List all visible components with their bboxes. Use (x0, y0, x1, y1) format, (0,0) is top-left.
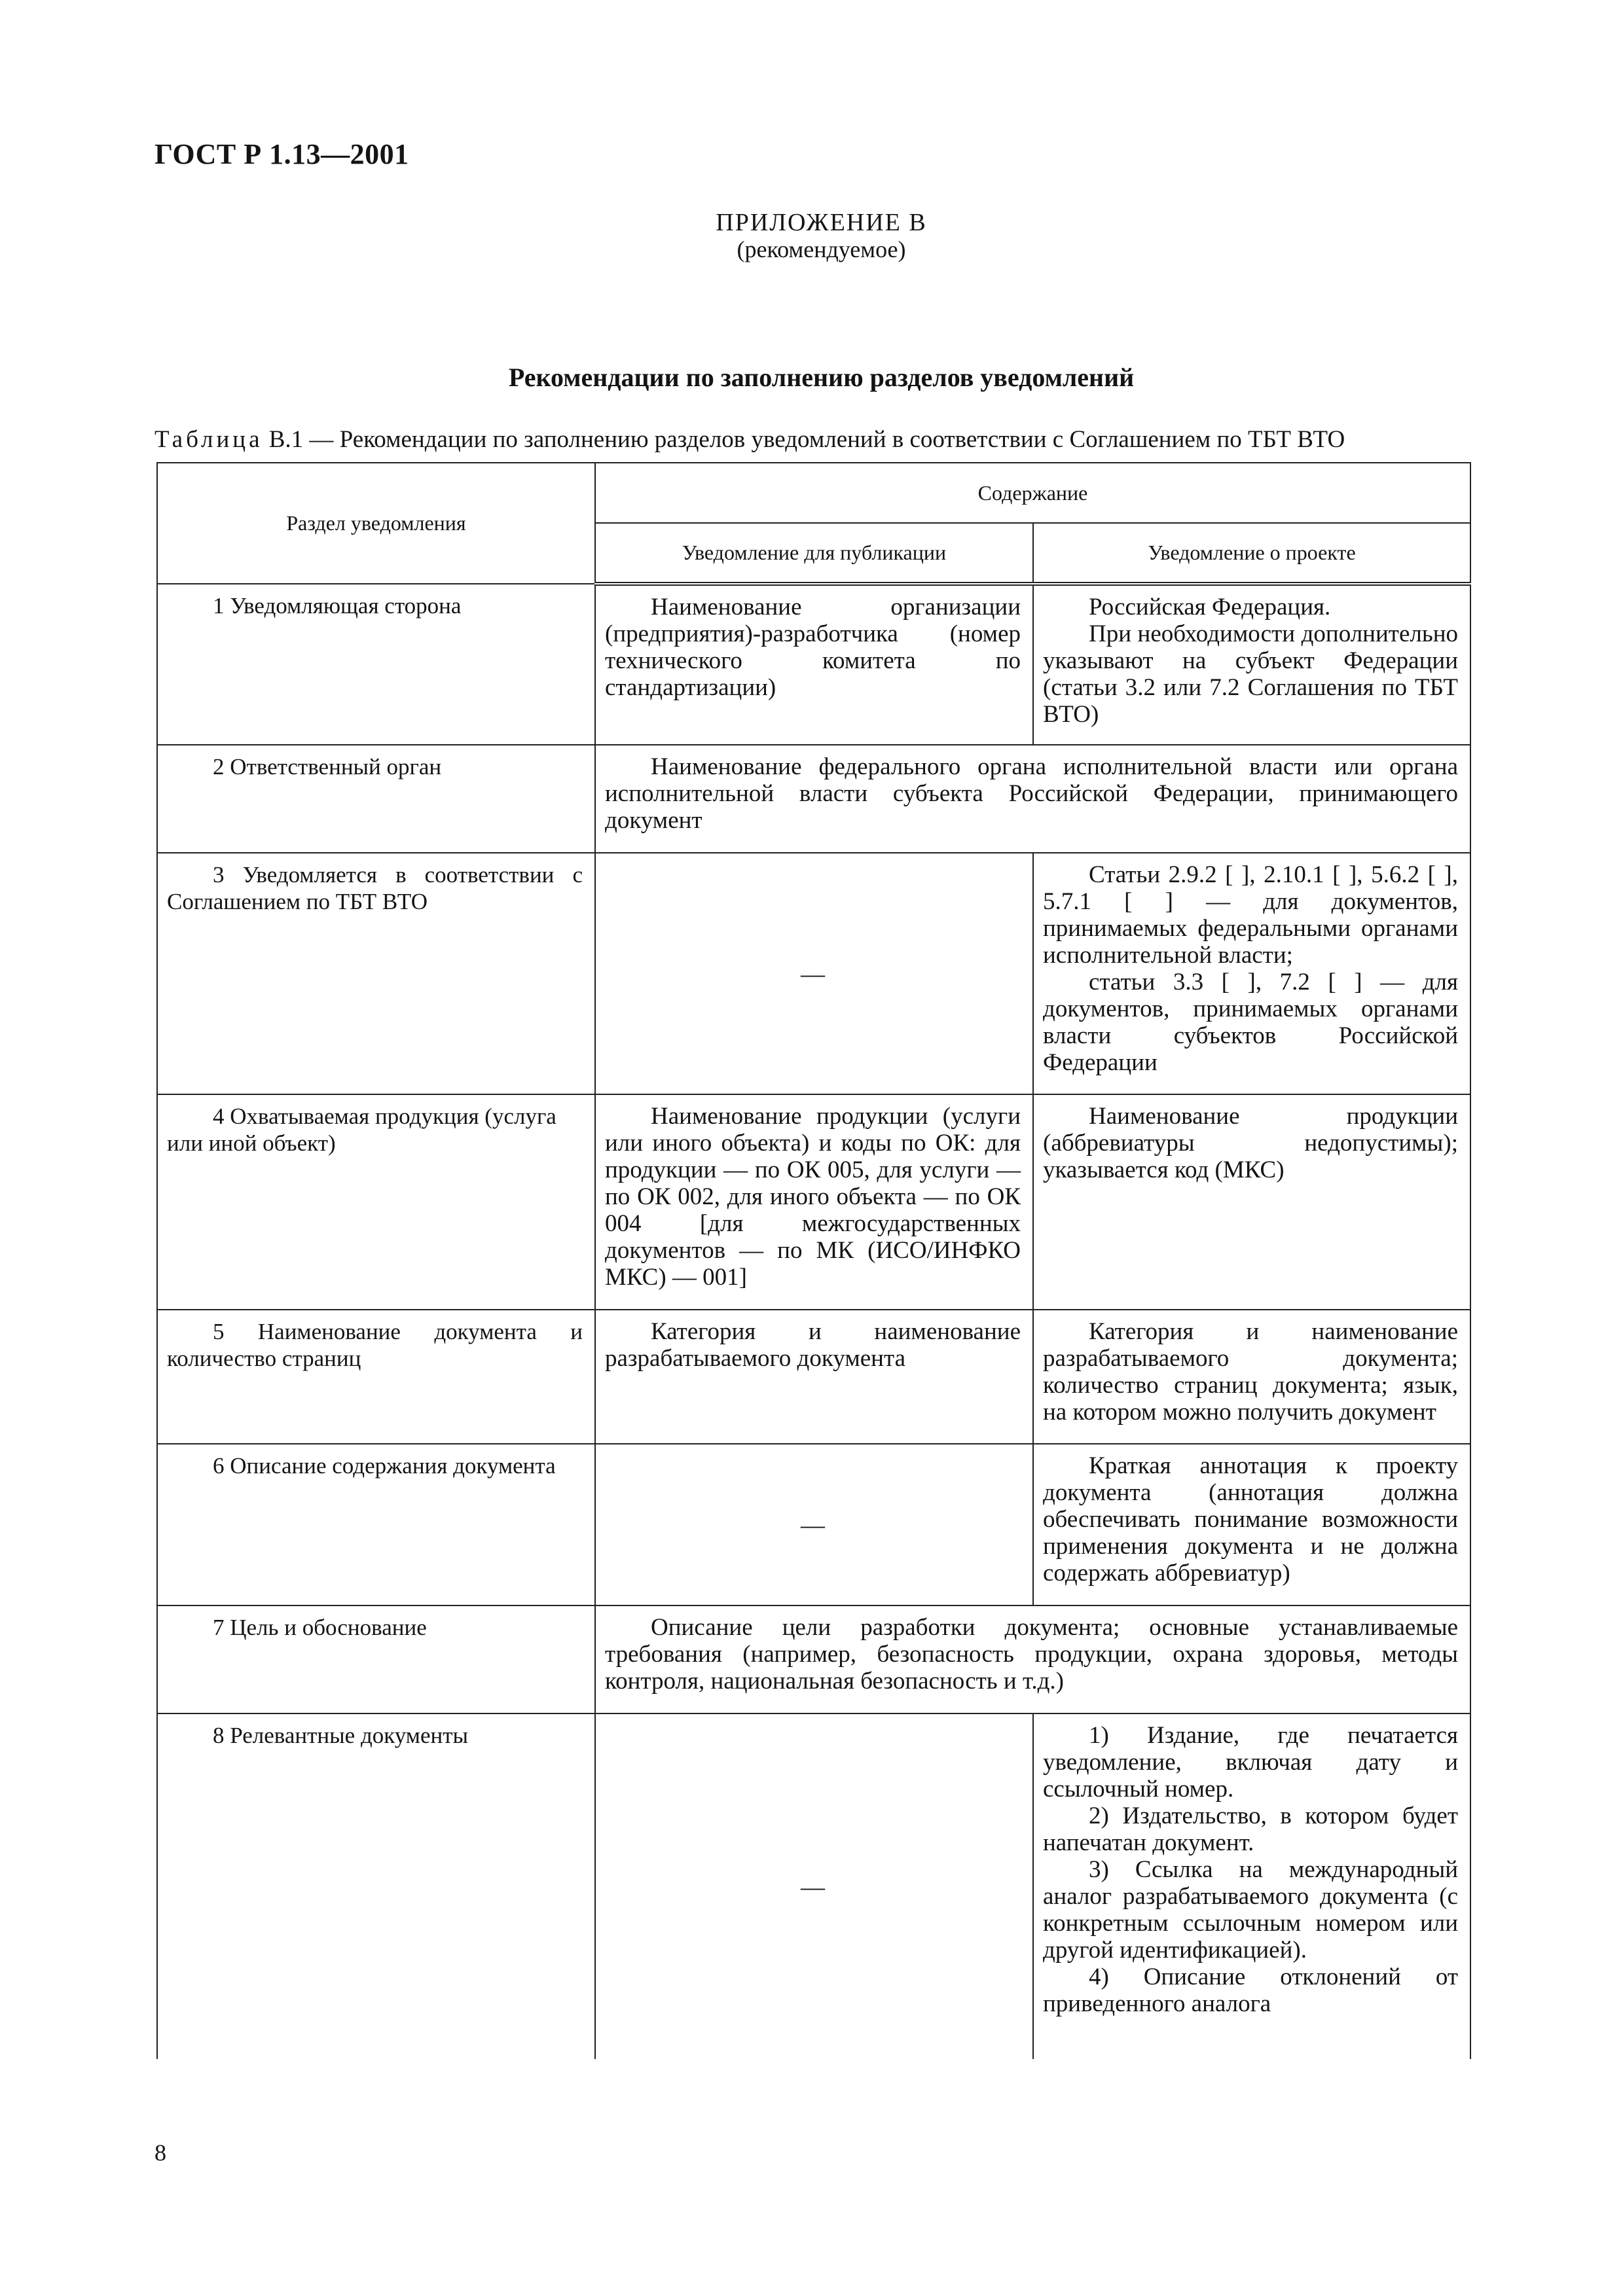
header-draft: Уведомление о проекте (1033, 523, 1470, 584)
row-merged (595, 1605, 1470, 1713)
row-section-text: 2 Ответственный орган (213, 754, 442, 780)
row-draft-text: 2) Издательство, в котором будет напечатан документ. (1043, 1803, 1459, 1856)
empty-dash: — (801, 961, 825, 988)
row-section-text: 7 Цель и обоснование (213, 1615, 427, 1640)
header-section: Раздел уведомления (157, 463, 595, 584)
row-draft (1033, 1094, 1470, 1310)
row-draft (1033, 853, 1470, 1094)
row-draft-text: Российская Федерация. (1089, 594, 1331, 620)
row-draft-text: Наименование продукции (аббревиатуры недопустимы); указывается код (МКС) (1043, 1103, 1459, 1183)
row-merged (595, 745, 1470, 853)
row-section-text: 8 Релевантные документы (213, 1723, 469, 1748)
row-draft-text: 1) Издание, где печатается уведомление, включая дату и ссылочный номер. (1043, 1722, 1459, 1803)
table-row (157, 1605, 1470, 1713)
row-publication (595, 584, 1033, 745)
row-section-text: 3 Уведомляется в соответствии с Соглашением по ТБТ ВТО (167, 862, 583, 914)
row-draft-text: Краткая аннотация к проекту документа (аннотация должна обеспечивать понимание возможности применения документа и не должна содержать аббревиатур) (1043, 1452, 1459, 1587)
row-draft-text: 4) Описание отклонений от приведенного аналога (1043, 1964, 1459, 2017)
table-caption (155, 425, 1470, 454)
table-row (157, 853, 1470, 1094)
table-row (157, 584, 1470, 745)
row-section-text: 5 Наименование документа и количество страниц (167, 1319, 583, 1371)
row-section (157, 1444, 595, 1605)
table-caption-prefix: Таблица (155, 426, 263, 453)
row-publication (595, 1094, 1033, 1310)
header-publication: Уведомление для публикации (595, 523, 1033, 584)
row-draft (1033, 1444, 1470, 1605)
table-row (157, 1310, 1470, 1444)
row-draft-text: Статьи 2.9.2 [ ], 2.10.1 [ ], 5.6.2 [ ], 5.7.1 [ ] — для документов, принимаемых федеральными органами исполнительной власти; (1043, 861, 1459, 969)
row-publication-text: Категория и наименование разрабатываемого документа (605, 1318, 1021, 1372)
recommendations-table (156, 462, 1471, 2059)
row-merged-text: Наименование федерального органа исполнительной власти или органа исполнительной власти субъекта Российской Федерации, принимающего документ (605, 753, 1459, 834)
table-caption-text: В.1 — Рекомендации по заполнению разделов уведомлений в соответствии с Соглашением по ТБТ ВТО (263, 426, 1345, 453)
row-section (157, 1605, 595, 1713)
row-section-text: 4 Охватываемая продукция (услуга или иной объект) (167, 1103, 556, 1156)
table-row (157, 1713, 1470, 2059)
row-publication (595, 853, 1033, 1094)
row-section (157, 1310, 595, 1444)
row-section (157, 1713, 595, 2059)
row-draft-text: Категория и наименование разрабатываемого документа; количество страниц документа; язык, на котором можно получить документ (1043, 1318, 1459, 1426)
row-section (157, 745, 595, 853)
row-draft-text: 3) Ссылка на международный аналог разрабатываемого документа (с конкретным ссылочным номером или другой идентификацией). (1043, 1856, 1459, 1964)
row-draft (1033, 1713, 1470, 2059)
row-draft-text: При необходимости дополнительно указывают на субъект Федерации (статьи 3.2 или 7.2 Соглашения по ТБТ ВТО) (1043, 620, 1459, 728)
row-section (157, 1094, 595, 1310)
row-draft (1033, 584, 1470, 745)
empty-dash: — (801, 1874, 825, 1901)
row-section-text: 1 Уведомляющая сторона (213, 593, 462, 619)
row-publication-text: Наименование продукции (услуги или иного объекта) и коды по ОК: для продукции — по ОК 005, для услуги — по ОК 002, для иного объекта — по ОК 004 [для межгосударственных документов — по МК (ИСО/ИНФКО МКС) — 001] (605, 1103, 1021, 1291)
row-section-text: 6 Описание содержания документа (213, 1453, 556, 1479)
row-draft (1033, 1310, 1470, 1444)
row-publication (595, 1310, 1033, 1444)
header-content: Содержание (595, 463, 1470, 523)
table-row (157, 1094, 1470, 1310)
appendix-title: ПРИЛОЖЕНИЕ В (716, 209, 927, 236)
document-code: ГОСТ Р 1.13—2001 (155, 138, 409, 170)
appendix-subtitle: (рекомендуемое) (737, 236, 906, 262)
table-row (157, 745, 1470, 853)
section-title: Рекомендации по заполнению разделов уведомлений (508, 363, 1135, 392)
row-merged-text: Описание цели разработки документа; основные устанавливаемые требования (например, безопасность продукции, охрана здоровья, методы контроля, национальная безопасность и т.д.) (605, 1614, 1459, 1695)
table-row (157, 1444, 1470, 1605)
page-number: 8 (155, 2140, 166, 2166)
row-publication (595, 1713, 1033, 2059)
empty-dash: — (801, 1512, 825, 1539)
row-section (157, 853, 595, 1094)
row-section (157, 584, 595, 745)
row-publication (595, 1444, 1033, 1605)
row-draft-text: статьи 3.3 [ ], 7.2 [ ] — для документов, принимаемых органами власти субъектов Российской Федерации (1043, 969, 1459, 1076)
row-publication-text: Наименование организации (предприятия)-разработчика (номер технического комитета по стандартизации) (605, 594, 1021, 701)
